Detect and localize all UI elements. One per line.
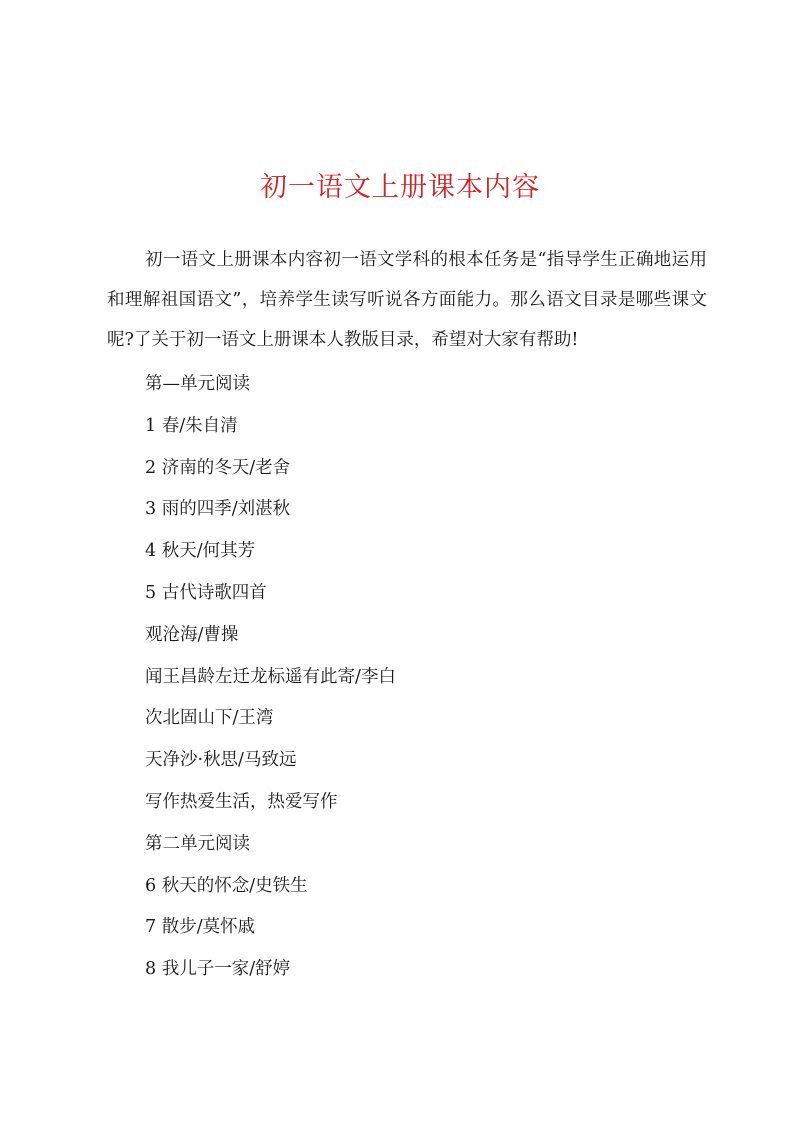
toc-item: 8 我儿子一家/舒婷 bbox=[145, 959, 291, 980]
toc-item: 1 春/朱自清 bbox=[145, 415, 238, 436]
toc-item: 7 散步/莫怀戚 bbox=[145, 917, 256, 938]
toc-item: 第二单元阅读 bbox=[145, 833, 250, 854]
toc-item: 4 秋天/何其芳 bbox=[145, 541, 256, 562]
toc-item: 6 秋天的怀念/史铁生 bbox=[145, 875, 308, 896]
toc-item: 次北固山下/王湾 bbox=[145, 708, 274, 729]
intro-paragraph: 初一语文上册课本内容初一语文学科的根本任务是“指导学生正确地运用和理解祖国语文”，培养学生读写听说各方面能力。那么语文目录是哪些课文呢?了关于初一语文上册课本人教版目录，希望对大家有帮助! bbox=[107, 250, 707, 350]
toc-item: 写作热爱生活，热爱写作 bbox=[145, 791, 338, 812]
toc-item: 2 济南的冬天/老舍 bbox=[145, 457, 291, 478]
toc-item: 观沧海/曹操 bbox=[145, 624, 239, 645]
document-title: 初一语文上册课本内容 bbox=[260, 172, 540, 203]
table-of-contents bbox=[145, 364, 705, 991]
toc-item: 天净沙·秋思/马致远 bbox=[145, 750, 297, 771]
toc-item: 5 古代诗歌四首 bbox=[145, 582, 267, 603]
toc-item: 第—单元阅读 bbox=[145, 374, 250, 394]
toc-item: 闻王昌龄左迁龙标遥有此寄/李白 bbox=[145, 666, 396, 687]
toc-item: 3 雨的四季/刘湛秋 bbox=[145, 499, 291, 520]
